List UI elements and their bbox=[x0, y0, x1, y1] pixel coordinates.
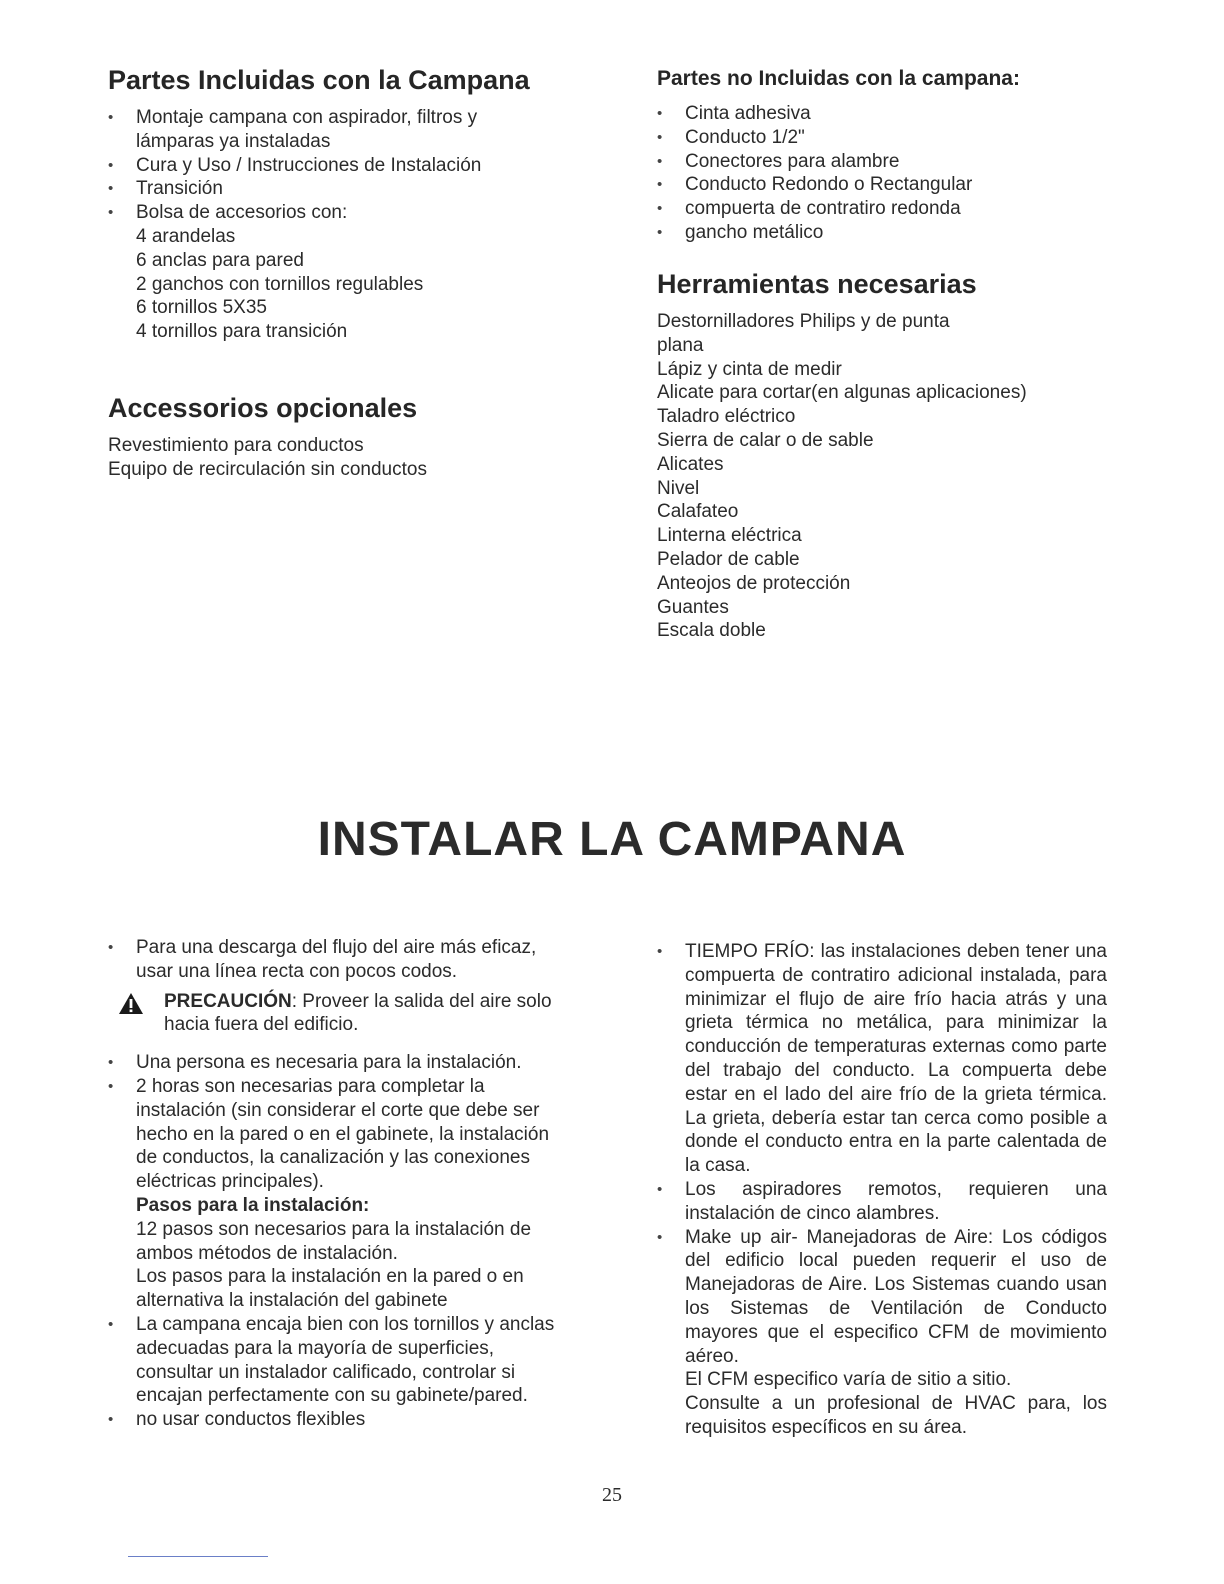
list-item: Calafateo bbox=[657, 501, 739, 523]
list-item: Linterna eléctrica bbox=[657, 525, 802, 547]
list-item: • Bolsa de accesorios con: 4 arandelas 6 anclas para pared 2 ganchos con tornillos regulables 6 tornillos 5X35 4 tornillos para transición bbox=[108, 201, 608, 344]
warning-triangle-icon bbox=[118, 992, 144, 1015]
partes-no-incluidas-list bbox=[657, 102, 1137, 245]
list-item: • Conectores para alambre bbox=[657, 150, 1137, 174]
partes-incluidas-title: Partes Incluidas con la Campana bbox=[108, 65, 530, 95]
list-item: Alicate para cortar(en algunas aplicaciones) bbox=[657, 382, 1027, 404]
list-item: • Cura y Uso / Instrucciones de Instalación bbox=[108, 154, 608, 178]
partes-no-incluidas-title: Partes no Incluidas con la campana: bbox=[657, 67, 1020, 90]
partes-no-incluidas-section bbox=[657, 66, 1137, 245]
list-item: Escala doble bbox=[657, 620, 766, 642]
list-item: Pelador de cable bbox=[657, 548, 800, 570]
list-item: • Para una descarga del flujo del aire más eficaz, usar una línea recta con pocos codos. bbox=[108, 936, 558, 984]
herramientas-section bbox=[657, 268, 1137, 643]
caution-label: PRECAUCIÓN bbox=[164, 990, 292, 1012]
list-item: • Montaje campana con aspirador, filtros y lámparas ya instaladas bbox=[108, 106, 608, 154]
list-item: 6 tornillos 5X35 bbox=[136, 297, 267, 319]
list-item: • Cinta adhesiva bbox=[657, 102, 1137, 126]
list-item: Taladro eléctrico bbox=[657, 406, 796, 428]
list-item: • TIEMPO FRÍO: las instalaciones deben tener una compuerta de contratiro adicional instalada, para minimizar el flujo de aire frío hacia atrás y una grieta térmica no metálica, para minimizar la conducción de temperaturas externas como parte del trabajo del conducto. La compuerta debe estar en el lado del aire frío de la grieta térmica. La grieta, debería estar tan cerca como posible a donde el conducto entra en la parte calentada de la casa. bbox=[657, 940, 1107, 1178]
list-item: Lápiz y cinta de medir bbox=[657, 358, 842, 380]
list-item: Equipo de recirculación sin conductos bbox=[108, 458, 427, 480]
list-item: • Conducto 1/2" bbox=[657, 126, 1137, 150]
list-item: Sierra de calar o de sable bbox=[657, 429, 874, 451]
list-item: 4 tornillos para transición bbox=[136, 321, 348, 343]
install-left-list-2 bbox=[108, 1051, 558, 1432]
caution-text: : Proveer la salida del aire solo hacia fuera del edificio. bbox=[164, 990, 552, 1036]
list-item: Guantes bbox=[657, 596, 729, 618]
pasos-label: Pasos para la instalación: bbox=[136, 1194, 370, 1216]
install-right-column bbox=[657, 940, 1107, 1440]
list-item: • Conducto Redondo o Rectangular bbox=[657, 173, 1137, 197]
partes-incluidas-list bbox=[108, 106, 608, 344]
list-item: Revestimiento para conductos bbox=[108, 435, 364, 456]
list-item: Destornilladores Philips y de punta bbox=[657, 311, 950, 332]
herramientas-list bbox=[657, 310, 1137, 643]
list-item: 6 anclas para pared bbox=[136, 249, 304, 271]
list-item: 4 arandelas bbox=[136, 225, 236, 247]
list-item: • gancho metálico bbox=[657, 221, 1137, 245]
accesorios-opcionales-section bbox=[108, 392, 608, 482]
list-item: • no usar conductos flexibles bbox=[108, 1408, 558, 1432]
list-item: • 2 horas son necesarias para completar la instalación (sin considerar el corte que debe ser hecho en la pared o en el gabinete, la instalación de conductos, la canalización y las conexiones eléctricas principales). Pasos para la instalación: 12 pasos son necesarios para la instalación de ambos métodos de instalación. Los pasos para la instalación en la pared o en alternativa la instalación del gabinete bbox=[108, 1075, 558, 1313]
list-item: Alicates bbox=[657, 453, 724, 475]
herramientas-title: Herramientas necesarias bbox=[657, 269, 977, 299]
accesorios-opcionales-title: Accessorios opcionales bbox=[108, 393, 418, 423]
install-left-column bbox=[108, 936, 558, 1432]
accesorios-sublist bbox=[136, 225, 608, 344]
list-item: plana bbox=[657, 334, 704, 356]
page-title: INSTALAR LA CAMPANA bbox=[317, 813, 907, 866]
list-item: • La campana encaja bien con los tornillos y anclas adecuadas para la mayoría de superficies, consultar un instalador calificado, controlar si encajan perfectamente con su gabinete/pared. bbox=[108, 1313, 558, 1408]
page-number: 25 bbox=[602, 1484, 622, 1506]
list-item: • Los aspiradores remotos, requieren una instalación de cinco alambres. bbox=[657, 1178, 1107, 1226]
list-item: 2 ganchos con tornillos regulables bbox=[136, 273, 424, 295]
list-item: Nivel bbox=[657, 477, 700, 499]
accesorios-opcionales-list bbox=[108, 434, 608, 482]
install-right-list bbox=[657, 940, 1107, 1440]
install-left-list bbox=[108, 936, 558, 984]
list-item: • Transición bbox=[108, 177, 608, 201]
partes-incluidas-section bbox=[108, 64, 608, 344]
list-item: • Una persona es necesaria para la instalación. bbox=[108, 1051, 558, 1075]
caution-block bbox=[108, 990, 558, 1038]
list-item: • compuerta de contratiro redonda bbox=[657, 197, 1137, 221]
footer-rule bbox=[128, 1556, 268, 1557]
list-item: Anteojos de protección bbox=[657, 572, 851, 594]
list-item: • Make up air- Manejadoras de Aire: Los códigos del edificio local pueden requerir el uso de Manejadoras de Aire. Los Sistemas cuando usan los Sistemas de Ventilación de Conducto mayores que el especifico CFM de movimiento aéreo. El CFM especifico varía de sitio a sitio. Consulte a un profesional de HVAC para, los requisitos específicos en su área. bbox=[657, 1226, 1107, 1440]
